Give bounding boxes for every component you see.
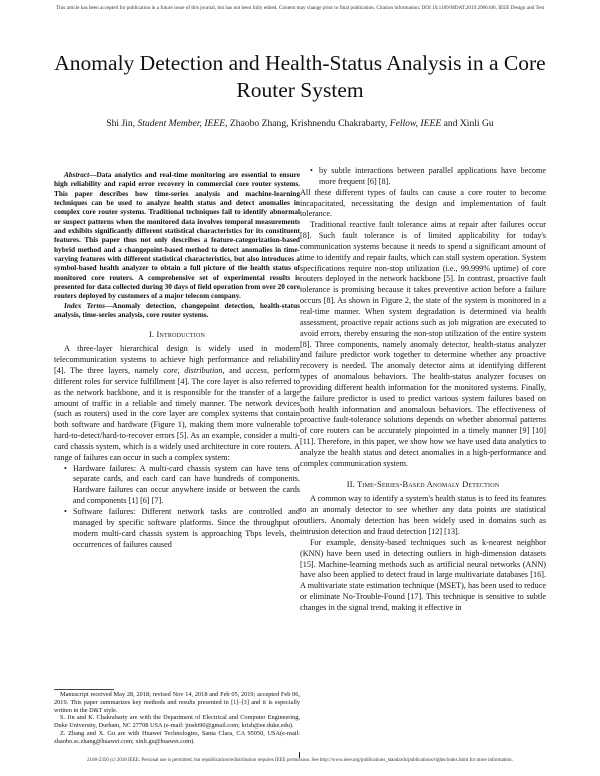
footnotes xyxy=(54,691,300,746)
term-core: core xyxy=(163,366,178,376)
paper-title: Anomaly Detection and Health-Status Analysis in a Core Router System xyxy=(54,51,546,102)
continuation-text: by subtle interactions between parallel applications have become more frequent [6] [8]. xyxy=(319,166,546,186)
author-4: and Xinli Gu xyxy=(443,118,494,129)
author-1-role: Student Member, IEEE, xyxy=(137,118,228,129)
term-distribution: distribution xyxy=(184,366,223,376)
intro-text-a: A three-layer hierarchical design is widely used in modern telecommunication systems to achieve high performance and reliability [4]. The three layers, namely xyxy=(54,344,300,376)
footnote-affiliation-huawei: Z. Zhang and X. Gu are with Huawei Technologies, Santa Clara, CA 95050, USA(e-mail: zhaobo.sc.zhang@huawei.com; xinli.gu@huawei.com). xyxy=(54,729,300,745)
abstract-text: —Data analytics and real-time monitoring are essential to ensure high reliability and rapid error recovery in commercial core router systems. This paper describes how time-series analysis and machine-learning techniques can be used to analyze health status and detect anomalies in complex core router systems. Traditional techniques fail to identify abnormal or suspect patterns when the monitored data involves temporal measurements and exhibits significantly different statistical characteristics for its constituent features. This paper thus not only describes a feature-categorization-based hybrid method and a changepoint-based method to detect anomalies in time-varying features with different statistical characteristics, but also introduces a symbol-based health analyzer to obtain a full picture of the health status of monitored core routers. A comprehensive set of experimental results is presented for data collected during 30 days of field operation from over 20 core routers deployed by customers of a major telecom company. xyxy=(54,170,300,301)
failure-list-continued xyxy=(300,166,546,188)
left-column xyxy=(54,170,300,550)
footnote-divider xyxy=(54,689,114,690)
author-line xyxy=(40,118,560,130)
footnote-affiliation-duke: S. Jin and K. Chakrabarty are with the Department of Electrical and Computer Engineering, Duke University, Durham, NC 27708 USA (e-mail: jinshi90@gmail.com; krish@ee.duke.edu). xyxy=(54,714,300,730)
right-column xyxy=(300,166,546,614)
paragraph-faults: All these different types of faults can cause a core router to become incapacitated, necessitating the design and implementation of fault tolerance. xyxy=(300,187,546,219)
index-terms-lead: Index Terms xyxy=(64,300,105,310)
abstract-lead: Abstract xyxy=(64,170,90,179)
list-item-software: • Software failures: Different network tasks are controlled and managed by specific software platforms. Since the throughput of modern multi-card chassis system is approaching Tbps levels, the occurrences of failures caused xyxy=(64,507,300,550)
intro-text-b: , xyxy=(177,366,185,376)
index-terms-text: —Anomaly detection, changepoint detection, health-status analysis, time-series analysis, core router systems. xyxy=(54,300,301,320)
paragraph-anomaly-detection: A common way to identify a system's health status is to feed its features to an anomaly detector to see whether any data points are statistical outliers. Anomaly detection has been widely used in domains such as intrusion detection and fraud detection [12] [13]. xyxy=(300,494,546,536)
index-terms xyxy=(54,301,300,320)
paragraph-fault-tolerance: Traditional reactive fault tolerance aims at repair after failures occur [8]. Such fault tolerance is of limited applicability for today's communication systems because it needs to spend a significant amount of time to identify and repair faults, which can stall system operation. System specifications require non-stop utilization (i.e., 99.999% uptime) of core routers deployed in the network backbone [5]. In contrast, proactive fault tolerance is promising because it takes preventive action before a failure occurs [8]. As shown in Figure 2, the state of the system is monitored in a real-time manner. When system degradation is determined via health assessment, proactive repair actions such as job migration are executed to avoid errors, thereby ensuring the non-stop utilization of the entire system [8]. Three components, namely anomaly detector, health-status analyzer and failure predictor work together to determine whether any proactive recovery is needed. The anomaly detector aims at identifying different types of anomalous behaviors. The health-status analyzer focuses on providing different health information for the monitored systems. Finally, the failure predictor is used to predict various system failures based on both health information and anomalous behaviors. The effectiveness of proactive fault-tolerance solutions depends on whether abnormal patterns of core routers can be accurately pinpointed in a timely manner [9] [10] [11]. Therefore, in this paper, we show how we have used data analytics to analyze the health status and detect anomalies in a high-performance and complex communication system. xyxy=(300,220,546,468)
author-1: Shi Jin, xyxy=(106,118,136,129)
section-heading-introduction: I. Introduction xyxy=(148,329,206,339)
list-item-hardware: • Hardware failures: A multi-card chassis system can have tens of separate cards, and each card can have hundreds of components. Hardware failures can occur anywhere inside or between the cards and components [1] [6] [7]. xyxy=(64,464,300,507)
section-heading-anomaly-detection: II. Time-Series-Based Anomaly Detection xyxy=(346,479,500,489)
footnote-manuscript: Manuscript received May 28, 2018; revised Nov 14, 2018 and Feb 05, 2019; accepted Feb 06, 2019. This paper summarizes key methods and results presented in [1]–[3] and it is especially written in the D&T style. xyxy=(54,691,300,714)
author-3-role: Fellow, IEEE xyxy=(389,118,442,129)
intro-text-c: , and xyxy=(222,366,246,376)
author-2-3: Zhaobo Zhang, Krishnendu Chakrabarty, xyxy=(229,118,388,129)
journal-header-note: This article has been accepted for publication in a future issue of this journal, but has not been fully edited. Content may change prior to final publication. Citation information: DOI 10.1109/MDAT.2019.2906106, IEEE Design and Test xyxy=(55,5,545,11)
term-access: access xyxy=(245,366,267,376)
paragraph-examples: For example, density-based techniques such as k-nearest neighbor (KNN) have been used in detecting outliers in high-dimension datasets [15]. Machine-learning methods such as artificial neural networks (ANN) have also been applied to detect fraud in large multivariate databases [16]. A multivariate state estimation technique (MSET), has been used to reduce or eliminate No-Trouble-Found [17]. This technique is sensitive to subtle changes in the signal trend, making it effective in xyxy=(300,537,546,612)
list-item-continuation xyxy=(310,166,546,188)
intro-paragraph xyxy=(54,344,300,463)
abstract xyxy=(54,170,300,301)
intro-text-d: , perform different roles for service fulfillment [4]. The core layer is also referred to as the network backbone, and it is responsible for the transfer of a large amount of traffic in a reliable and timely manner. The network devices (such as routers) used in the core layer are complex systems that contain both software and hardware (Figure 1), making them more vulnerable to hard-to-detect/hard-to-recover errors [5]. As an example, consider a multi-card chassis system, which is a widely used architecture in core routers. A range of failures can occur in such a complex system: xyxy=(54,366,301,462)
copyright-footer: 2168-2356 (c) 2018 IEEE. Personal use is permitted, but republication/redistribution requires IEEE permission. See http://www.ieee.org/publications_standards/publications/rights/index.html for more information. xyxy=(87,758,513,763)
failure-list xyxy=(54,464,300,551)
